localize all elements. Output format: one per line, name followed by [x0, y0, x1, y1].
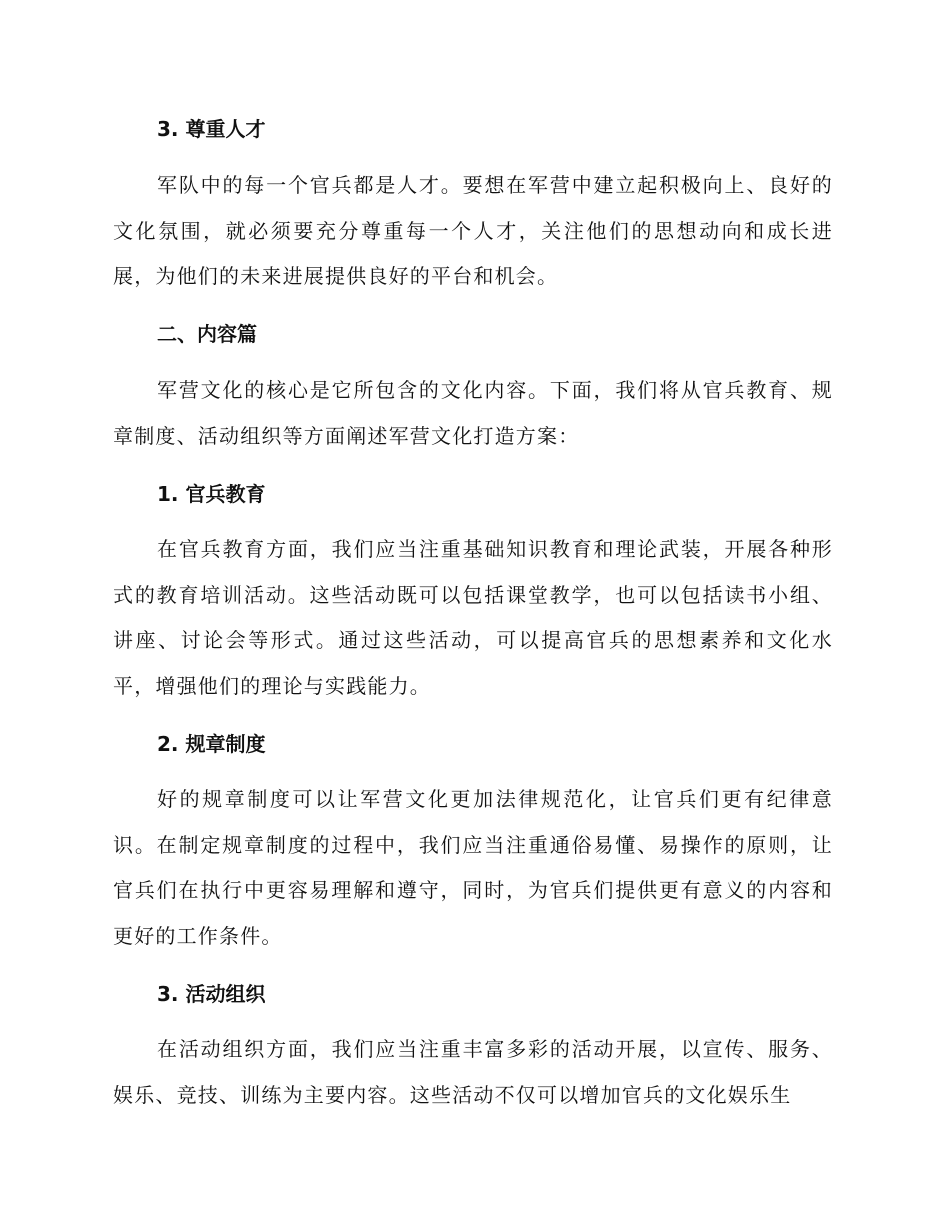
- paragraph-content-intro: 军营文化的核心是它所包含的文化内容。下面，我们将从官兵教育、规章制度、活动组织等方面阐述军营文化打造方案：: [113, 378, 833, 448]
- section-heading-officer-education: 1. 官兵教育: [157, 482, 266, 506]
- section-heading-activities: 3. 活动组织: [157, 982, 266, 1006]
- paragraph-rules: 好的规章制度可以让军营文化更加法律规范化，让官兵们更有纪律意识。在制定规章制度的过程中，我们应当注重通俗易懂、易操作的原则，让官兵们在执行中更容易理解和遵守，同时，为官兵们提供更有意义的内容和更好的工作条件。: [113, 787, 833, 948]
- section-heading-respect-talent: 3. 尊重人才: [157, 117, 266, 141]
- paragraph-officer-education: 在官兵教育方面，我们应当注重基础知识教育和理论武装，开展各种形式的教育培训活动。这些活动既可以包括课堂教学，也可以包括读书小组、讲座、讨论会等形式。通过这些活动，可以提高官兵的思想素养和文化水平，增强他们的理论与实践能力。: [113, 537, 833, 698]
- paragraph-activities: 在活动组织方面，我们应当注重丰富多彩的活动开展，以宣传、服务、娱乐、竞技、训练为主要内容。这些活动不仅可以增加官兵的文化娱乐生: [113, 1037, 833, 1107]
- section-heading-rules: 2. 规章制度: [157, 732, 266, 756]
- chapter-heading-content: 二、内容篇: [157, 322, 257, 346]
- paragraph-respect-talent: 军队中的每一个官兵都是人才。要想在军营中建立起积极向上、良好的文化氛围，就必须要充分尊重每一个人才，关注他们的思想动向和成长进展，为他们的未来进展提供良好的平台和机会。: [113, 173, 833, 288]
